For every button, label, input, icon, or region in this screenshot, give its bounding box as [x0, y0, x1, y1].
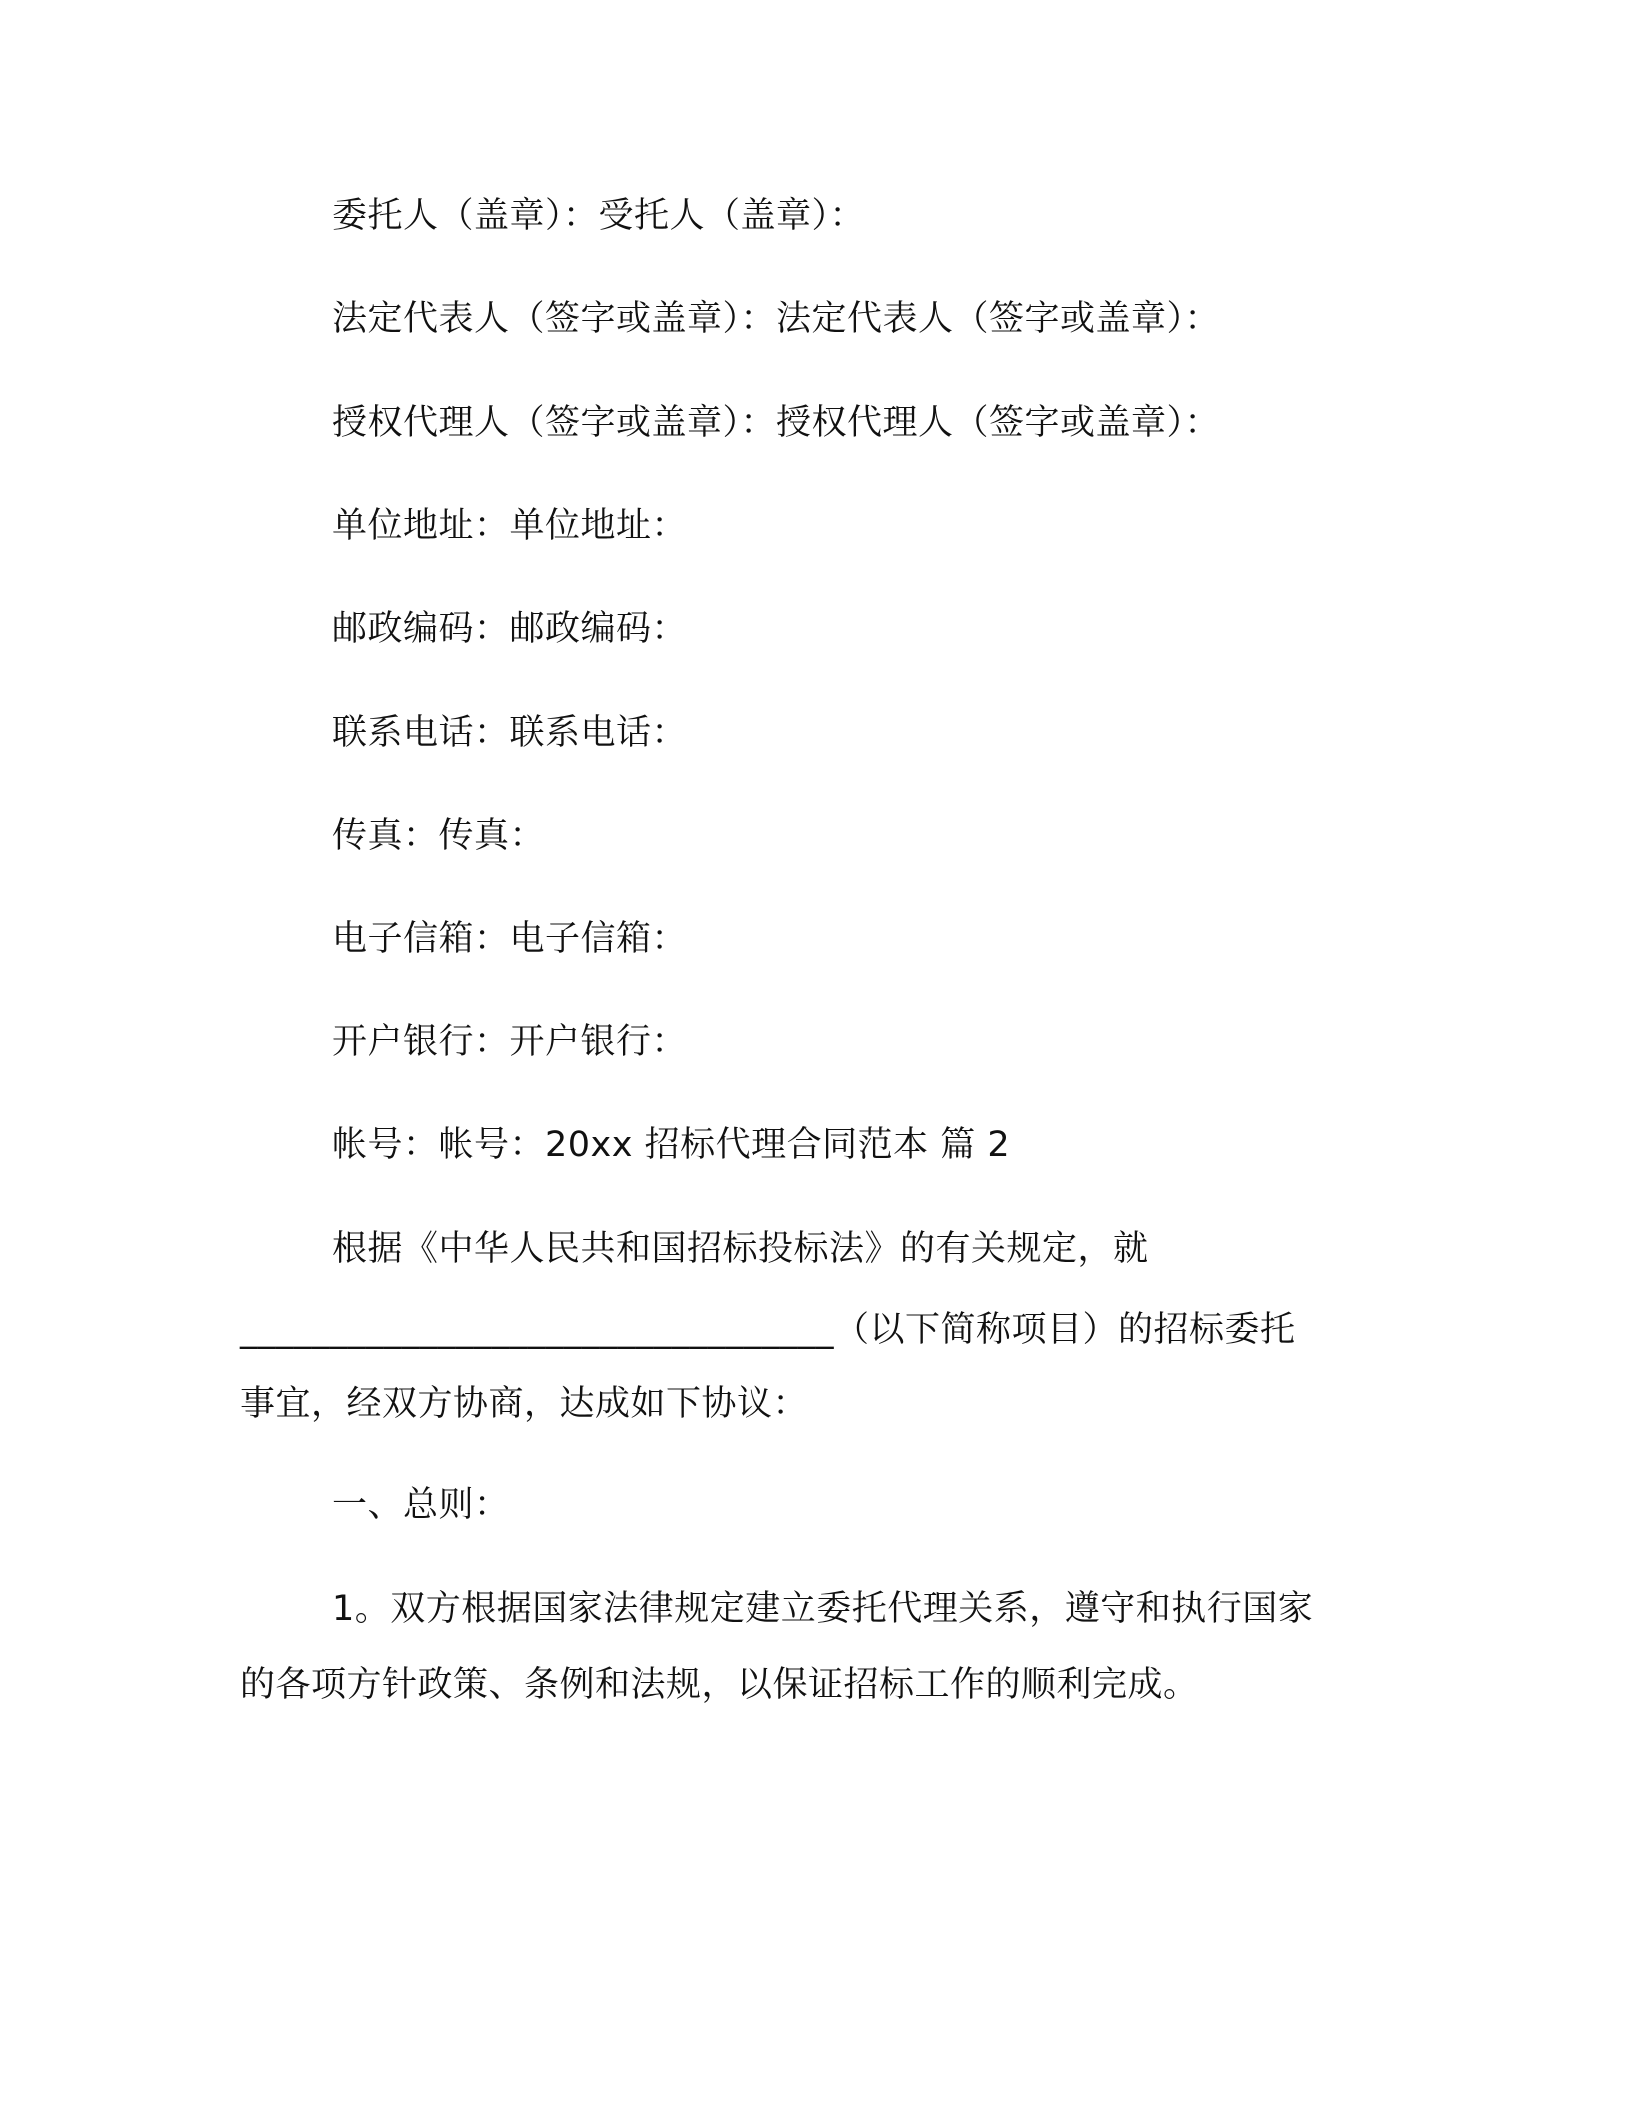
signature-line-legal-representative: 法定代表人（签字或盖章）：法定代表人（签字或盖章）：	[332, 299, 1221, 339]
section-heading: 一、总则：	[332, 1485, 510, 1525]
intro-line-3: 事宜，经双方协商，达成如下协议：	[240, 1384, 809, 1424]
signature-line-bank: 开户银行：开户银行：	[332, 1022, 688, 1062]
signature-line-email: 电子信箱：电子信箱：	[332, 919, 688, 959]
intro-line-2: _________________________________（以下简称项目）的招标委托	[240, 1310, 1296, 1350]
clause-1-line-1: 1。双方根据国家法律规定建立委托代理关系，遵守和执行国家	[332, 1589, 1314, 1629]
intro-line-1: 根据《中华人民共和国招标投标法》的有关规定，就	[332, 1229, 1149, 1269]
signature-line-address: 单位地址：单位地址：	[332, 506, 688, 546]
signature-line-phone: 联系电话：联系电话：	[332, 713, 688, 753]
signature-line-authorized-agent: 授权代理人（签字或盖章）：授权代理人（签字或盖章）：	[332, 403, 1221, 443]
clause-1-line-2: 的各项方针政策、条例和法规，以保证招标工作的顺利完成。	[240, 1665, 1199, 1705]
signature-line-principal-seal: 委托人（盖章）：受托人（盖章）：	[332, 196, 866, 236]
signature-line-postcode: 邮政编码：邮政编码：	[332, 609, 688, 649]
signature-line-fax: 传真：传真：	[332, 816, 546, 856]
signature-line-account: 帐号：帐号：20xx 招标代理合同范本 篇 2	[332, 1125, 1011, 1165]
